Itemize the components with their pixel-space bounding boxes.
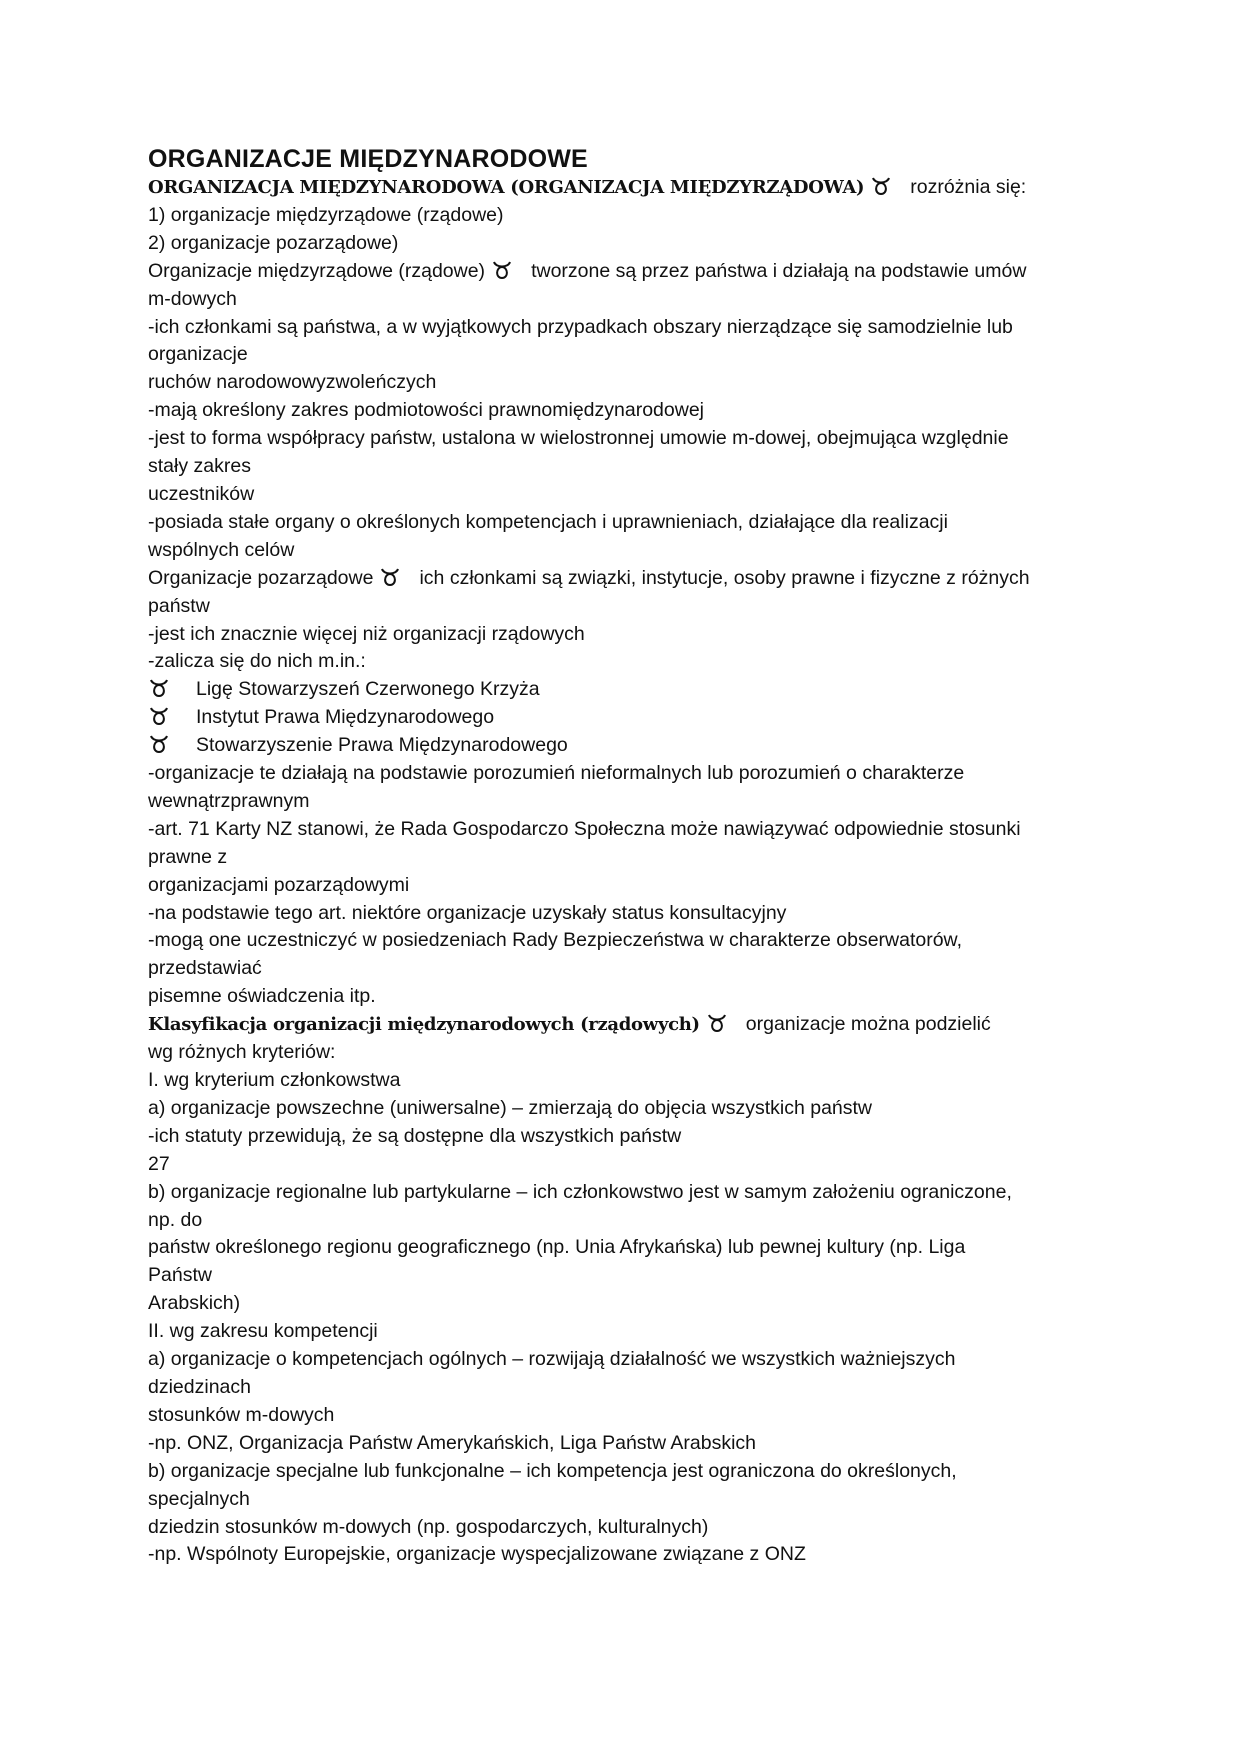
text-line: -jest ich znacznie więcej niż organizacji rządowych [148,622,585,645]
text-line: prawne z [148,845,228,868]
text-line: -zalicza się do nich m.in.: [148,650,366,673]
text-line: stosunków m-dowych [148,1403,335,1426]
arrow-symbol-icon [148,733,170,755]
list-item-text: Ligę Stowarzyszeń Czerwonego Krzyża [196,678,540,701]
text-line: II. wg zakresu kompetencji [148,1320,378,1343]
text-line: -ich członkami są państwa, a w wyjątkowych przypadkach obszary nierządzące się samodzielnie lub [148,315,1013,338]
arrow-symbol-icon [491,259,513,281]
page-title: ORGANIZACJE MIĘDZYNARODOWE [148,145,588,173]
term-label: Organizacje międzyrządowe (rządowe) [148,259,486,282]
list-item-text: Instytut Prawa Międzynarodowego [196,706,495,729]
text-line: stały zakres [148,455,251,478]
text-line: b) organizacje specjalne lub funkcjonalne – ich kompetencja jest ograniczona do określonych, [148,1459,957,1482]
definition-line [148,565,1120,593]
text-line: wg różnych kryteriów: [148,1041,336,1064]
text-line: wewnątrzprawnym [148,789,310,812]
text-line: -ich statuty przewidują, że są dostępne dla wszystkich państw [148,1124,682,1147]
text-line: -organizacje te działają na podstawie porozumień nieformalnych lub porozumień o charakterze [148,762,965,785]
section-heading-line [148,1011,1120,1039]
list-item-text: Stowarzyszenie Prawa Międzynarodowego [196,734,568,757]
text-line: -art. 71 Karty NZ stanowi, że Rada Gospodarczo Społeczna może nawiązywać odpowiednie stosunki [148,817,1021,840]
arrow-symbol-icon [148,705,170,727]
text-line: -mogą one uczestniczyć w posiedzeniach Rady Bezpieczeństwa w charakterze obserwatorów, [148,929,962,952]
text-line: 27 [148,1152,170,1175]
text-line: uczestników [148,482,255,505]
text-line: np. do [148,1208,203,1231]
text-line: a) organizacje powszechne (uniwersalne) – zmierzają do objęcia wszystkich państw [148,1096,873,1119]
text-line: organizacjami pozarządowymi [148,873,410,896]
text-line: b) organizacje regionalne lub partykularne – ich członkowstwo jest w samym założeniu ograniczone, [148,1180,1012,1203]
text-line: Państw [148,1264,212,1287]
term-label: Organizacje pozarządowe [148,566,374,589]
section-heading-line [148,174,1120,202]
text-line: ruchów narodowowyzwoleńczych [148,371,437,394]
document-body [148,174,1120,1569]
text-line: organizacje [148,343,248,366]
arrow-symbol-icon [706,1012,728,1034]
text-line: wspólnych celów [148,538,295,561]
section-heading: Klasyfikacja organizacji międzynarodowych (rządowych) [148,1014,700,1036]
text-line: 2) organizacje pozarządowe) [148,231,399,254]
section-heading: ORGANIZACJA MIĘDZYNARODOWA (ORGANIZACJA MIĘDZYRZĄDOWA) [148,177,865,198]
line-text: rozróżnia się: [910,176,1027,198]
arrow-symbol-icon [870,175,892,197]
text-line: specjalnych [148,1487,250,1510]
text-line: -np. ONZ, Organizacja Państw Amerykańskich, Liga Państw Arabskich [148,1431,757,1454]
text-line: -na podstawie tego art. niektóre organizacje uzyskały status konsultacyjny [148,901,787,924]
text-line: Arabskich) [148,1292,241,1315]
text-line: -posiada stałe organy o określonych kompetencjach i uprawnieniach, działające dla realizacji [148,510,948,533]
text-line: państw określonego regionu geograficznego (np. Unia Afrykańska) lub pewnej kultury (np. Liga [148,1236,966,1259]
definition-line [148,258,1120,286]
arrow-symbol-icon [379,566,401,588]
list-item [148,732,1120,760]
list-item [148,676,1120,704]
text-line: -np. Wspólnoty Europejskie, organizacje wyspecjalizowane związane z ONZ [148,1543,806,1566]
text-line: dziedzinach [148,1375,251,1398]
text-line: pisemne oświadczenia itp. [148,985,376,1008]
text-line: a) organizacje o kompetencjach ogólnych – rozwijają działalność we wszystkich ważniejszych [148,1348,956,1371]
line-text: ich członkami są związki, instytucje, osoby prawne i fizyczne z różnych [419,566,1030,589]
text-line: -mają określony zakres podmiotowości prawnomiędzynarodowej [148,399,704,422]
text-line: -jest to forma współpracy państw, ustalona w wielostronnej umowie m-dowej, obejmująca względnie [148,427,1009,450]
line-text: tworzone są przez państwa i działają na podstawie umów [531,259,1027,282]
arrow-symbol-icon [148,677,170,699]
text-line: m-dowych [148,287,237,310]
text-line: państw [148,594,210,617]
text-line: 1) organizacje międzyrządowe (rządowe) [148,203,504,226]
text-line: dziedzin stosunków m-dowych (np. gospodarczych, kulturalnych) [148,1515,709,1538]
text-line: przedstawiać [148,957,262,980]
line-text: organizacje można podzielić [745,1013,991,1036]
text-line: I. wg kryterium członkowstwa [148,1069,401,1091]
list-item [148,704,1120,732]
